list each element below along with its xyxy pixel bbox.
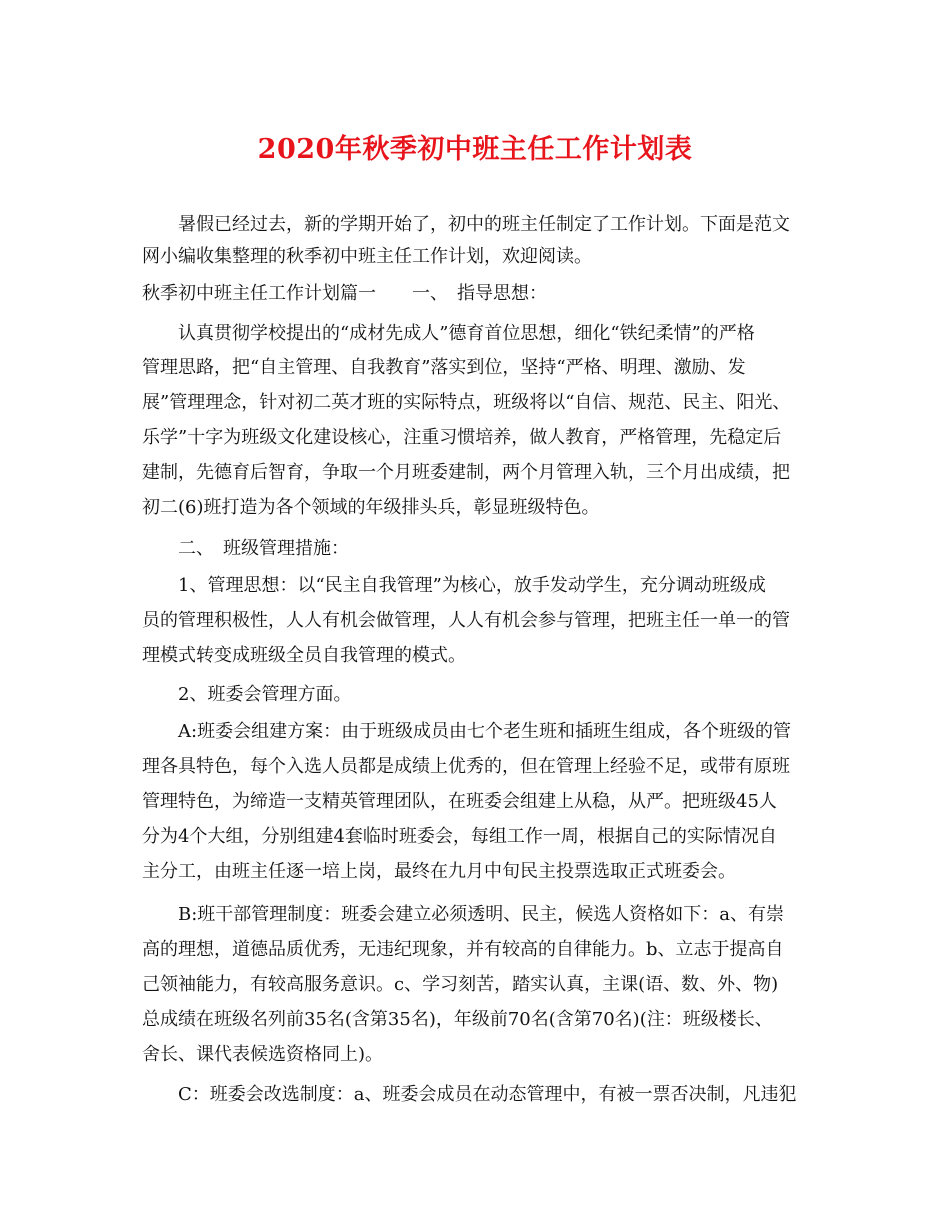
section-heading: 二、 班级管理措施：	[178, 538, 349, 559]
paragraph-line: 员的管理积极性，人人有机会做管理，人人有机会参与管理，把班主任一单一的管	[142, 610, 790, 631]
paragraph-line: 暑假已经过去，新的学期开始了，初中的班主任制定了工作计划。下面是范文	[178, 214, 790, 235]
paragraph-line: 网小编收集整理的秋季初中班主任工作计划，欢迎阅读。	[142, 246, 592, 267]
paragraph-line: 认真贯彻学校提出的“成材先成人”德育首位思想，细化“铁纪柔情”的严格	[178, 323, 755, 344]
paragraph-line: 舍长、课代表候选资格同上)。	[142, 1044, 384, 1065]
paragraph-line: 己领袖能力，有较高服务意识。c、学习刻苦，踏实认真，主课(语、数、外、物)	[142, 974, 779, 995]
paragraph-line: 初二(6)班打造为各个领域的年级排头兵，彰显班级特色。	[142, 497, 600, 518]
paragraph-line: 展”管理理念，针对初二英才班的实际特点，班级将以“自信、规范、民主、阳光、	[142, 392, 791, 413]
paragraph-line: C：班委会改选制度：a、班委会成员在动态管理中，有被一票否决制，凡违犯	[178, 1084, 797, 1105]
document-title: 2020年秋季初中班主任工作计划表	[257, 134, 693, 165]
paragraph-line: 理模式转变成班级全员自我管理的模式。	[142, 645, 466, 666]
paragraph-line: 2、班委会管理方面。	[178, 684, 352, 705]
paragraph-line: 1、管理思想：以“民主自我管理”为核心，放手发动学生，充分调动班级成	[178, 575, 766, 596]
paragraph-line: 总成绩在班级名列前35名(含第35名)，年级前70名(含第70名)(注：班级楼长、	[142, 1009, 773, 1030]
paragraph-line: 高的理想，道德品质优秀，无违纪现象，并有较高的自律能力。b、立志于提高自	[142, 939, 784, 960]
paragraph-line: 理各具特色，每个入选人员都是成绩上优秀的，但在管理上经验不足，或带有原班	[142, 756, 790, 777]
paragraph-line: 建制，先德育后智育，争取一个月班委建制，两个月管理入轨，三个月出成绩，把	[142, 462, 790, 483]
paragraph-line: 管理特色，为缔造一支精英管理团队，在班委会组建上从稳，从严。把班级45人	[142, 791, 777, 812]
paragraph-line: 管理思路，把“自主管理、自我教育”落实到位，坚持“严格、明理、激励、发	[142, 357, 746, 378]
paragraph-line: 主分工，由班主任逐一培上岗，最终在九月中旬民主投票选取正式班委会。	[142, 861, 736, 882]
paragraph-line: 乐学”十字为班级文化建设核心，注重习惯培养，做人教育，严格管理，先稳定后	[142, 427, 782, 448]
paragraph-line: B:班干部管理制度：班委会建立必须透明、民主，候选人资格如下：a、有崇	[178, 904, 785, 925]
paragraph-line: A:班委会组建方案：由于班级成员由七个老生班和插班生组成，各个班级的管	[178, 721, 792, 742]
paragraph-line: 分为4个大组，分别组建4套临时班委会，每组工作一周，根据自己的实际情况自	[142, 826, 777, 847]
paragraph-line: 秋季初中班主任工作计划篇一 一、 指导思想：	[142, 283, 547, 304]
